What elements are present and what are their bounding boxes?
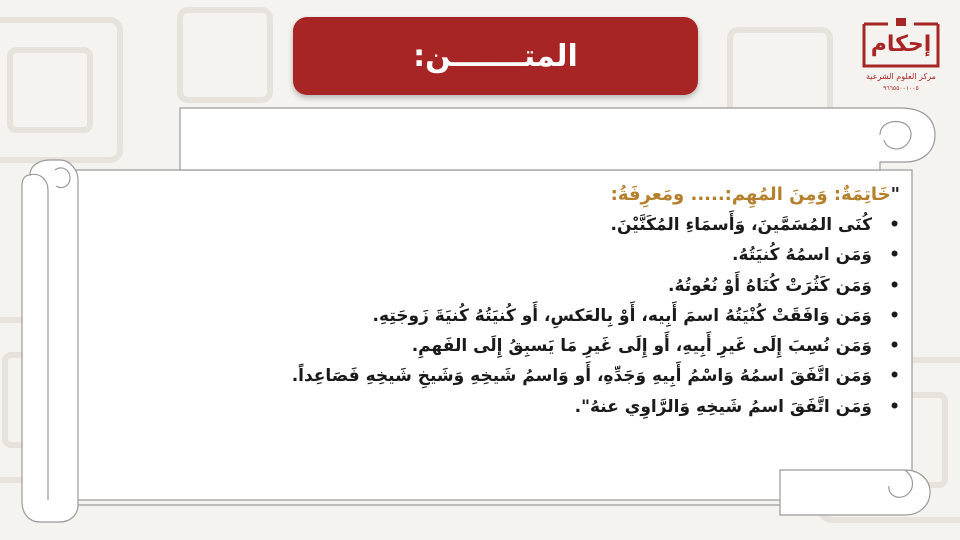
list-item-text: وَمَن نُسِبَ إِلَى غَيرِ أَبِيهِ، أَو إِلَى غَيرِ مَا يَسبِقُ إِلَى الفَهمِ. <box>411 336 872 357</box>
list-item-text: كُنَى المُسَمَّينَ، وَأَسمَاءِ المُكَنَّيْنَ. <box>610 215 872 235</box>
bullet-icon: • <box>889 305 900 326</box>
list-item-text: وَمَن وَافَقَتْ كُنْيَتُهُ اسمَ أَبِيه، أَوْ بِالعَكسِ، أَو كُنيَتُهُ كُنيَةَ زَوجَتِهِ. <box>372 305 872 326</box>
list-item <box>230 301 900 331</box>
items-list <box>230 210 900 422</box>
list-item <box>230 361 900 391</box>
list-item-text: وَمَن اتَّفَقَ اسمُهُ وَاسْمُ أَبِيهِ وَجَدِّهِ، أَو وَاسمُ شَيخِهِ وَشَيخِ شَيخِهِ فَصَاعِداً. <box>291 366 872 387</box>
bullet-icon: • <box>889 245 900 266</box>
bullet-icon: • <box>889 215 900 235</box>
bullet-icon: • <box>889 366 900 387</box>
text-block <box>230 180 900 422</box>
title-text: المتـــــــن: <box>413 38 578 74</box>
list-item <box>230 210 900 240</box>
list-item <box>230 331 900 361</box>
bullet-icon: • <box>889 336 900 357</box>
title-banner <box>293 17 698 95</box>
heading-line <box>230 180 900 210</box>
list-item-text: وَمَن اسمُهُ كُنيَتُهُ. <box>732 245 872 266</box>
list-item-text: وَمَن كَثُرَتْ كُنَاهُ أَوْ نُعُوتُهُ. <box>668 275 872 296</box>
logo-number: ٩٦٦٥٥٠٠١٠٠٥ <box>883 85 919 92</box>
list-item <box>230 392 900 422</box>
list-item <box>230 240 900 270</box>
logo <box>858 16 944 98</box>
logo-subtitle: مركز العلوم الشرعية <box>866 72 936 81</box>
bullet-icon: • <box>889 275 900 296</box>
opening-quote: " <box>890 184 900 205</box>
list-item-text: وَمَن اتَّفَقَ اسمُ شَيخِهِ وَالرَّاوِي عنهُ". <box>574 396 872 417</box>
logo-name: إحكام <box>870 32 932 57</box>
list-item <box>230 271 900 301</box>
bullet-icon: • <box>889 396 900 417</box>
heading-text: خَاتِمَةٌ: وَمِنَ المُهِم:..... ومَعرِفَةُ: <box>610 184 891 205</box>
